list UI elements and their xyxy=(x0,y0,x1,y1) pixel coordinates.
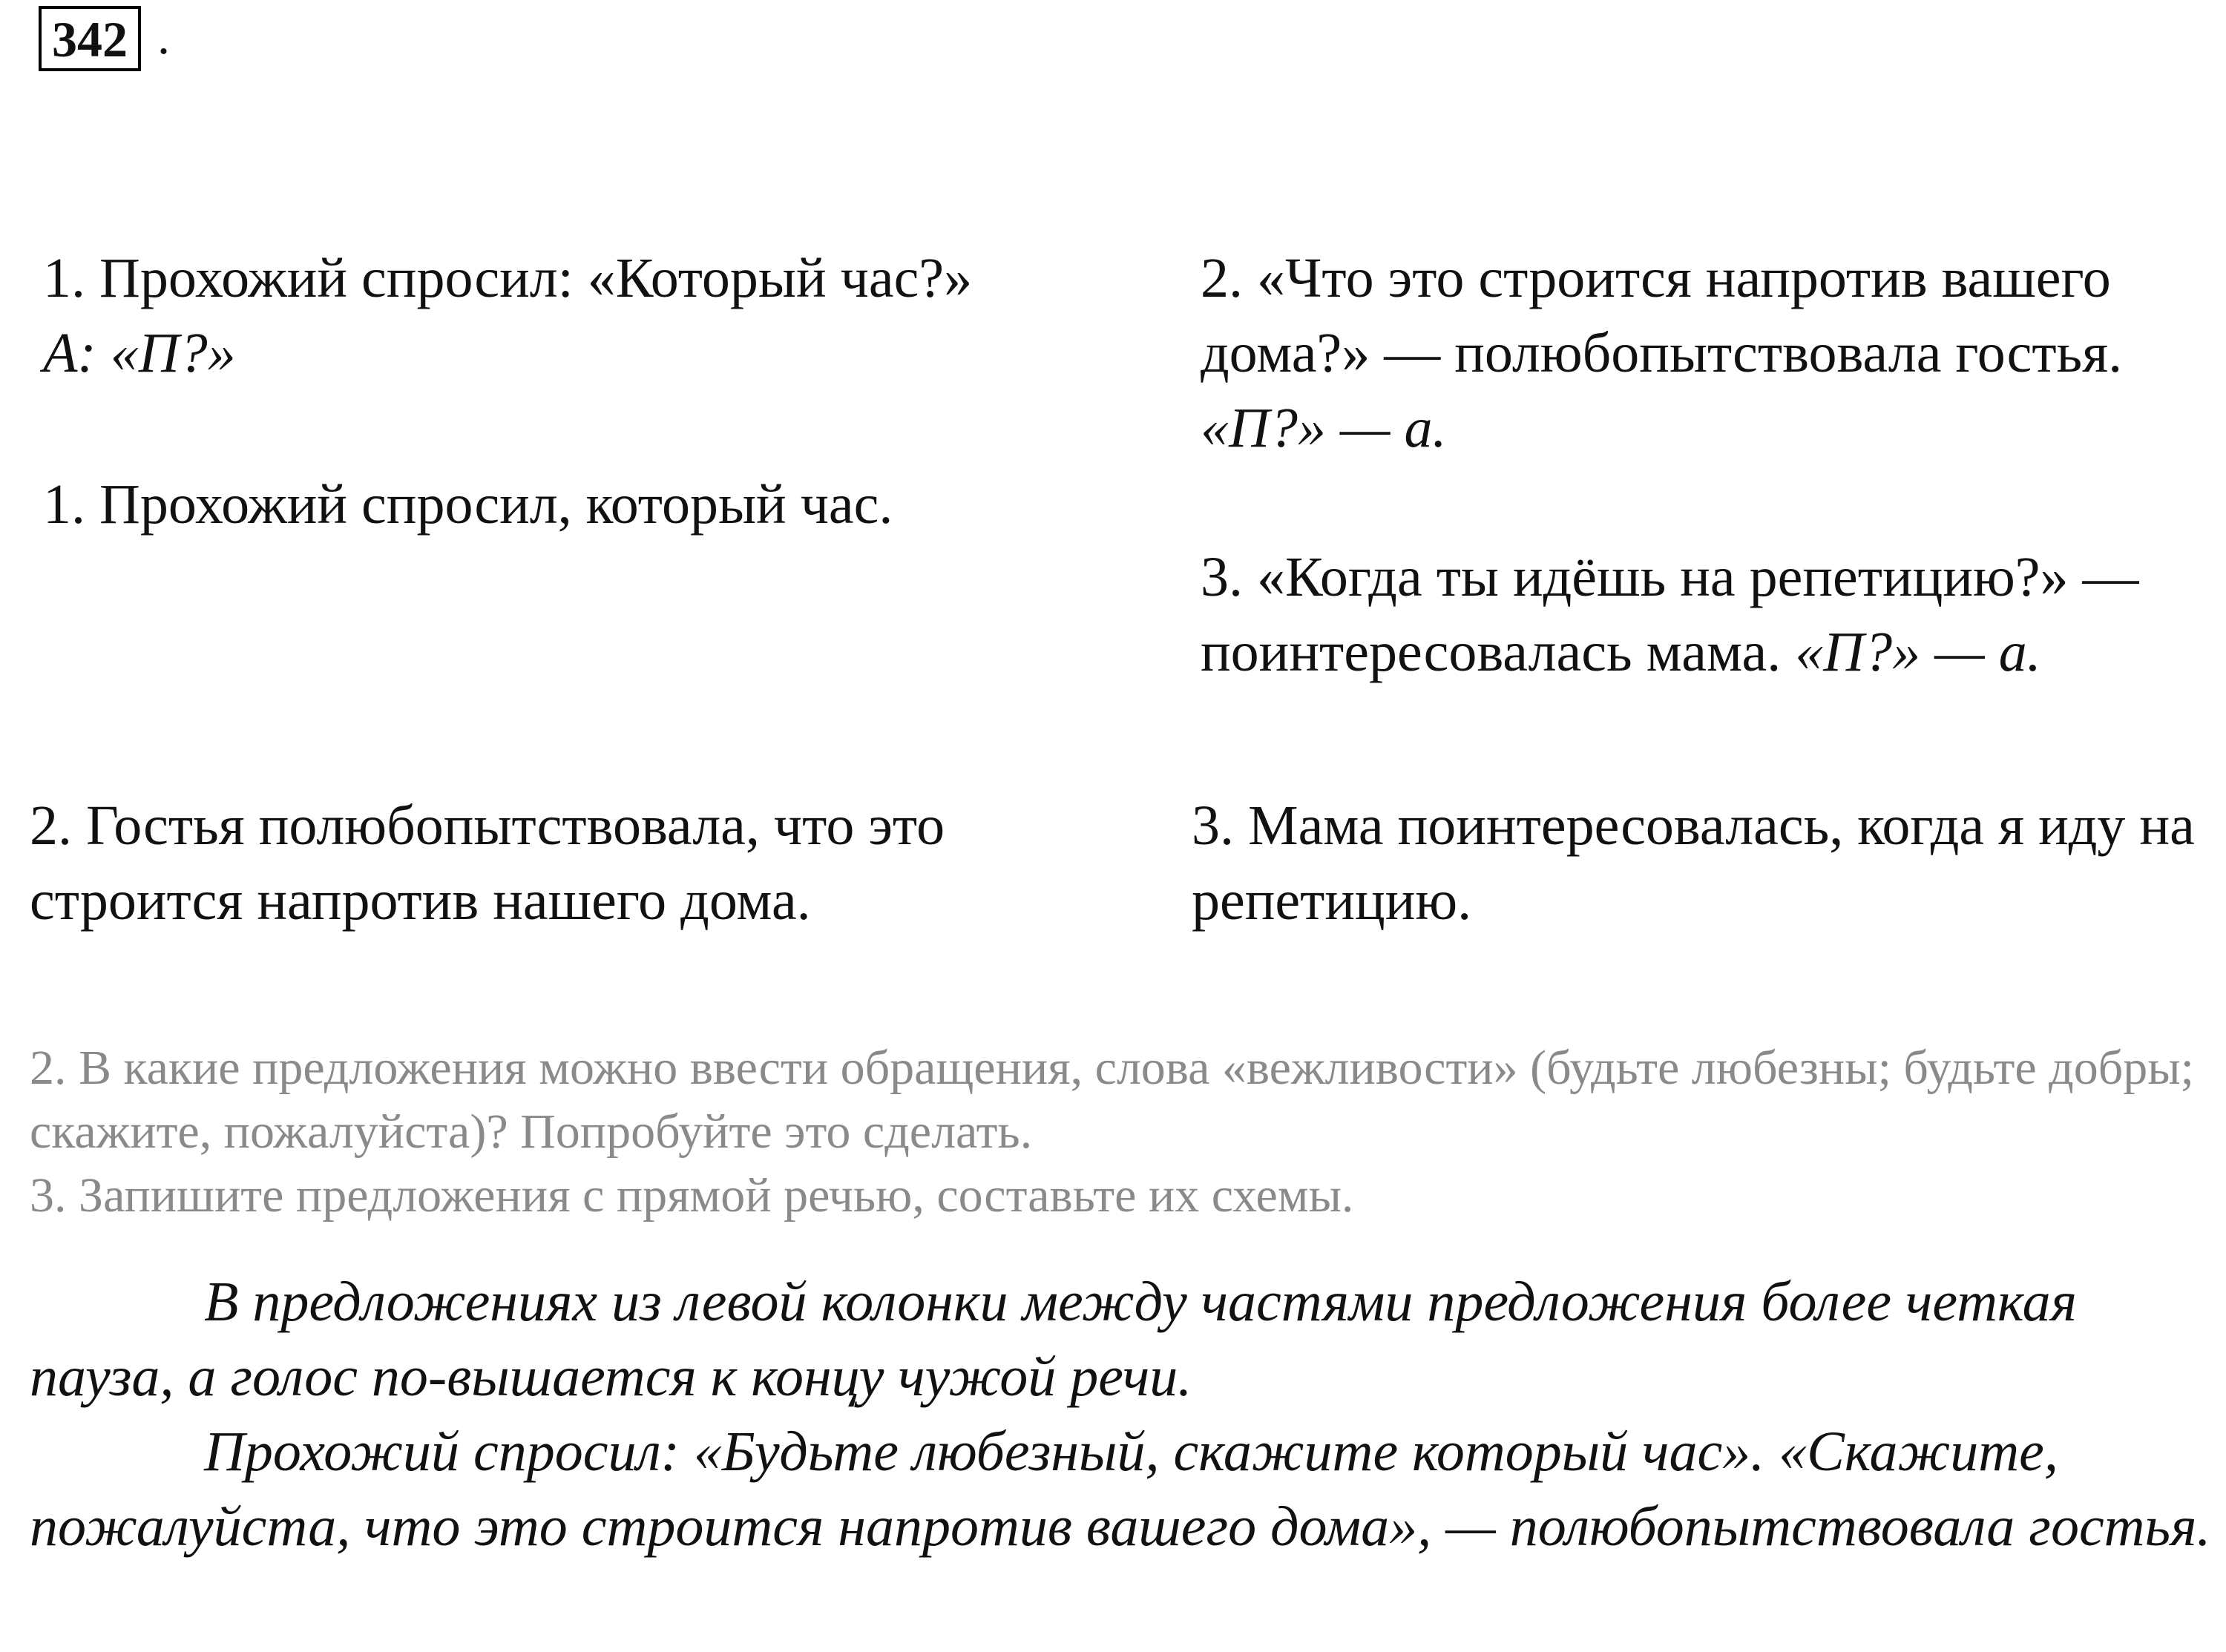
item3-indirect-speech: 3. Мама поинтересовалась, когда я иду на репетицию. xyxy=(1192,794,2195,932)
answer-paragraph-1: В предложениях из левой колонки между частями предложения более четкая пауза, а голос по-вышается к концу чужой речи. xyxy=(30,1271,2077,1408)
right-item-3 xyxy=(1201,540,2217,690)
answer-paragraph-2: Прохожий спросил: «Будьте любезный, скажите который час». «Скажите, пожалуйста, что это строится напротив вашего дома», — полюбопытствовала гостья. xyxy=(30,1421,2211,1558)
indirect-item-2 xyxy=(30,789,1009,938)
item2-indirect-speech: 2. Гостья полюбопытствовала, что это строится напротив нашего дома. xyxy=(30,794,945,932)
item3-direct-speech: 3. «Когда ты идёшь на репетицию?» — поинтересовалась мама. xyxy=(1201,546,2139,683)
indirect-item-3 xyxy=(1192,789,2216,938)
left-item-1-indirect xyxy=(43,467,1082,542)
item1-direct-speech: 1. Прохожий спросил: «Который час?» xyxy=(43,247,973,309)
item3-scheme: «П?» — а. xyxy=(1795,621,2041,683)
exercise-number: 342 xyxy=(39,6,141,71)
item2-scheme: «П?» — а. xyxy=(1201,397,1447,459)
item1-indirect-speech: 1. Прохожий спросил, который час. xyxy=(43,473,893,536)
right-item-2 xyxy=(1201,241,2217,466)
left-item-1 xyxy=(43,241,1030,391)
answer-block xyxy=(30,1265,2219,1564)
task-2-text: 2. В какие предложения можно ввести обращения, слова «вежливости» (будьте любезны; будьте добры; скажите, пожалуйста)? Попробуйте это сделать. xyxy=(30,1041,2194,1159)
task-block xyxy=(30,1036,2219,1228)
exercise-number-dot: . xyxy=(157,8,170,65)
item1-scheme: А: «П?» xyxy=(43,322,236,384)
task-3-text: 3. Запишите предложения с прямой речью, составьте их схемы. xyxy=(30,1168,1354,1222)
item2-direct-speech: 2. «Что это строится напротив вашего дома?» — полюбопытствовала гостья. xyxy=(1201,247,2123,384)
